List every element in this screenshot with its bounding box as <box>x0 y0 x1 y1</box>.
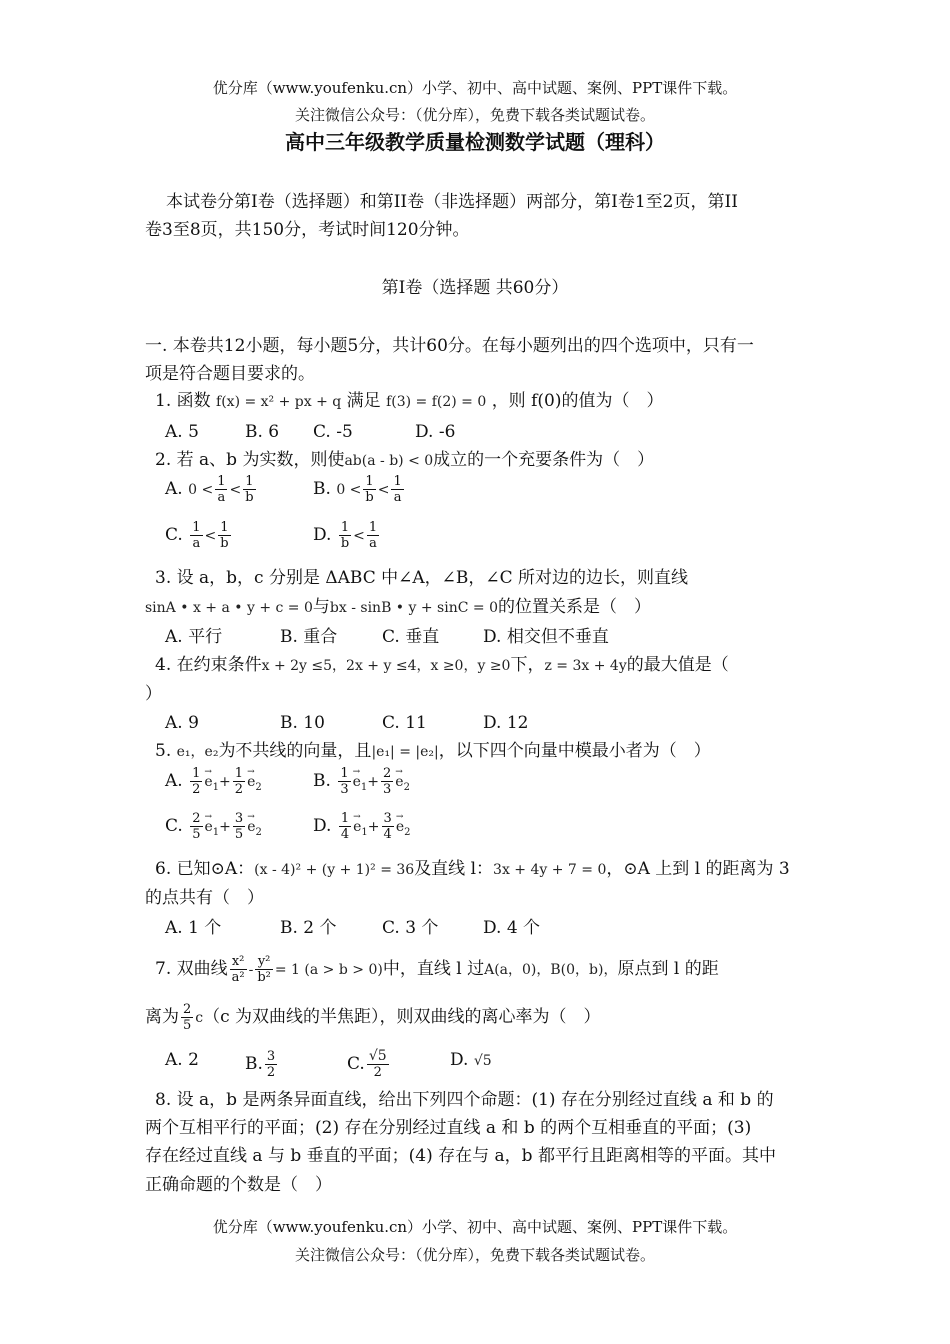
q3-option-b: B. 重合 <box>280 627 338 647</box>
q5-option-d: D. $\frac{1}{4}$ → $e_1+$ $\frac{3}{4}$ → $e_2$ <box>313 811 410 844</box>
question-1-stem <box>155 390 663 413</box>
instructions-line-2: 项是符合题目要求的。 <box>145 364 315 384</box>
q4-option-c: C. 11 <box>382 713 427 733</box>
question-6-stem-2: 的点共有（ ） <box>145 888 264 908</box>
q7-option-d: D. √5 <box>450 1050 492 1070</box>
q3-option-c: C. 垂直 <box>382 627 440 647</box>
q2-stem-b: 成立的一个充要条件为（ ） <box>433 450 655 470</box>
q6-option-d: D. 4 个 <box>483 918 541 938</box>
q1-option-c: C. -5 <box>313 422 353 442</box>
q2-option-d: D. $\frac{1}{b}$ < $\frac{1}{a}$ <box>313 520 378 551</box>
question-7-stem-2: 离为 $\frac{2}{5}$ c（c 为双曲线的半焦距），则双曲线的离心率为（ ） <box>145 1002 601 1033</box>
intro-line-1: 本试卷分第I卷（选择题）和第II卷（非选择题）两部分，第I卷1至2页，第II <box>166 192 738 212</box>
instructions-line-1: 一. 本卷共12小题，每小题5分，共计60分。在每小题列出的四个选项中，只有一 <box>145 336 754 356</box>
q5-vectors: e₁，e₂ <box>176 744 219 760</box>
q3-option-a: A. 平行 <box>165 627 223 647</box>
q2-option-a: A. 0 < $\frac{1}{a}$ < $\frac{1}{b}$ <box>165 474 254 505</box>
q1-cond: f(3) = f(2) = 0 <box>386 394 487 410</box>
q3-line-b: bx - sinB • y + sinC = 0 <box>329 600 498 616</box>
q5-option-c: C. $\frac{2}{5}$ → $e_1+$ $\frac{3}{5}$ → $e_2$ <box>165 811 262 844</box>
q1-mid: 满足 <box>346 391 381 411</box>
intro-line-2: 卷3至8页，共150分，考试时间120分钟。 <box>145 220 470 240</box>
q7-points: A(a，0)，B(0，b)， <box>484 962 618 978</box>
q6-line: 3x + 4y + 7 = 0 <box>493 862 607 878</box>
q2-stem-a: 2. 若 a、b 为实数，则使 <box>155 450 345 470</box>
question-2-stem <box>155 449 654 472</box>
q5-equal-norm: |e₁| = |e₂| <box>371 744 439 760</box>
q2-option-b: B. 0 < $\frac{1}{b}$ < $\frac{1}{a}$ <box>313 474 402 505</box>
question-8-line-1: 8. 设 a，b 是两条异面直线，给出下列四个命题：(1) 存在分别经过直线 a 和 b 的 <box>155 1090 774 1110</box>
question-8-line-4: 正确命题的个数是（ ） <box>145 1175 332 1195</box>
question-6-stem: 6. 已知⊙A：(x - 4)² + (y + 1)² = 36及直线 l：3x + 4y + 7 = 0，⊙A 上到 l 的距离为 3 <box>155 859 790 879</box>
q1-num: 1. 函数 <box>155 391 211 411</box>
q5-option-b: B. $\frac{1}{3}$ → $e_1+$ $\frac{2}{3}$ → $e_2$ <box>313 766 410 799</box>
question-8-line-2: 两个互相平行的平面；(2) 存在分别经过直线 a 和 b 的两个互相垂直的平面；(3) <box>145 1118 752 1138</box>
q5-option-a: A. $\frac{1}{2}$ → $e_1+$ $\frac{1}{2}$ → $e_2$ <box>165 766 262 799</box>
q7-equation: = 1 (a > b > 0) <box>274 962 383 978</box>
q6-option-a: A. 1 个 <box>165 918 222 938</box>
q7-option-c: C. $\frac{√5}{2}$ <box>347 1048 387 1080</box>
q4-option-b: B. 10 <box>280 713 325 733</box>
q1-tail: ，则 f(0)的值为（ ） <box>491 391 664 411</box>
q6-option-c: C. 3 个 <box>382 918 439 938</box>
header-line-1: 优分库（www.youfenku.cn）小学、初中、高中试题、案例、PPT课件下载。 <box>212 79 738 97</box>
q2-expr: ab(a - b) < 0 <box>344 453 434 469</box>
footer-line-1: 优分库（www.youfenku.cn）小学、初中、高中试题、案例、PPT课件下载。 <box>212 1218 738 1236</box>
q1-expr: f(x) = x² + px + q <box>216 394 342 410</box>
q1-option-a: A. 5 <box>165 422 199 442</box>
question-3-stem-2: sinA • x + a • y + c = 0与bx - sinB • y + sinC = 0的位置关系是（ ） <box>145 597 651 617</box>
q2-option-c: C. $\frac{1}{a}$ < $\frac{1}{b}$ <box>165 520 229 551</box>
q4-option-a: A. 9 <box>165 713 199 733</box>
q7-option-b: B. $\frac{3}{2}$ <box>245 1049 276 1080</box>
question-5-stem: 5. e₁，e₂为不共线的向量，且|e₁| = |e₂|，以下四个向量中模最小者为（ ） <box>155 741 711 761</box>
q4-option-d: D. 12 <box>483 713 529 733</box>
q1-option-b: B. 6 <box>245 422 280 442</box>
exam-title: 高中三年级教学质量检测数学试题（理科） <box>285 130 665 154</box>
q4-close: ） <box>145 684 162 704</box>
q6-option-b: B. 2 个 <box>280 918 337 938</box>
header-line-2: 关注微信公众号：（优分库），免费下载各类试题试卷。 <box>294 106 655 124</box>
section-title: 第I卷（选择题 共60分） <box>381 278 569 298</box>
question-4-stem: 4. 在约束条件x + 2y ≤5，2x + y ≤4，x ≥0，y ≥0下，z = 3x + 4y的最大值是（ <box>155 655 729 675</box>
q7-option-a: A. 2 <box>165 1050 199 1070</box>
q3-line-a: sinA • x + a • y + c = 0 <box>145 600 313 616</box>
q6-circle: (x - 4)² + (y + 1)² = 36 <box>254 862 415 878</box>
q4-objective: z = 3x + 4y <box>544 658 627 674</box>
question-3-stem-1: 3. 设 a，b，c 分别是 ΔABC 中∠A，∠B，∠C 所对边的边长，则直线 <box>155 568 689 588</box>
footer-line-2: 关注微信公众号：（优分库），免费下载各类试题试卷。 <box>294 1246 655 1264</box>
q4-constraints: x + 2y ≤5，2x + y ≤4，x ≥0，y ≥0 <box>261 658 511 674</box>
question-7-stem: 7. 双曲线 $\frac{\text{x²}}{\text{a²}}$ - $\frac{\text{y²}}{\text{b²}}$ = 1 (a > b > 0)中，直线 l 过A(a，0)，B(0，b)，原点到 l 的距 <box>155 954 719 985</box>
q3-option-d: D. 相交但不垂直 <box>483 627 609 647</box>
question-8-line-3: 存在经过直线 a 与 b 垂直的平面；(4) 存在与 a，b 都平行且距离相等的平面。其中 <box>145 1146 776 1166</box>
q1-option-d: D. -6 <box>415 422 456 442</box>
